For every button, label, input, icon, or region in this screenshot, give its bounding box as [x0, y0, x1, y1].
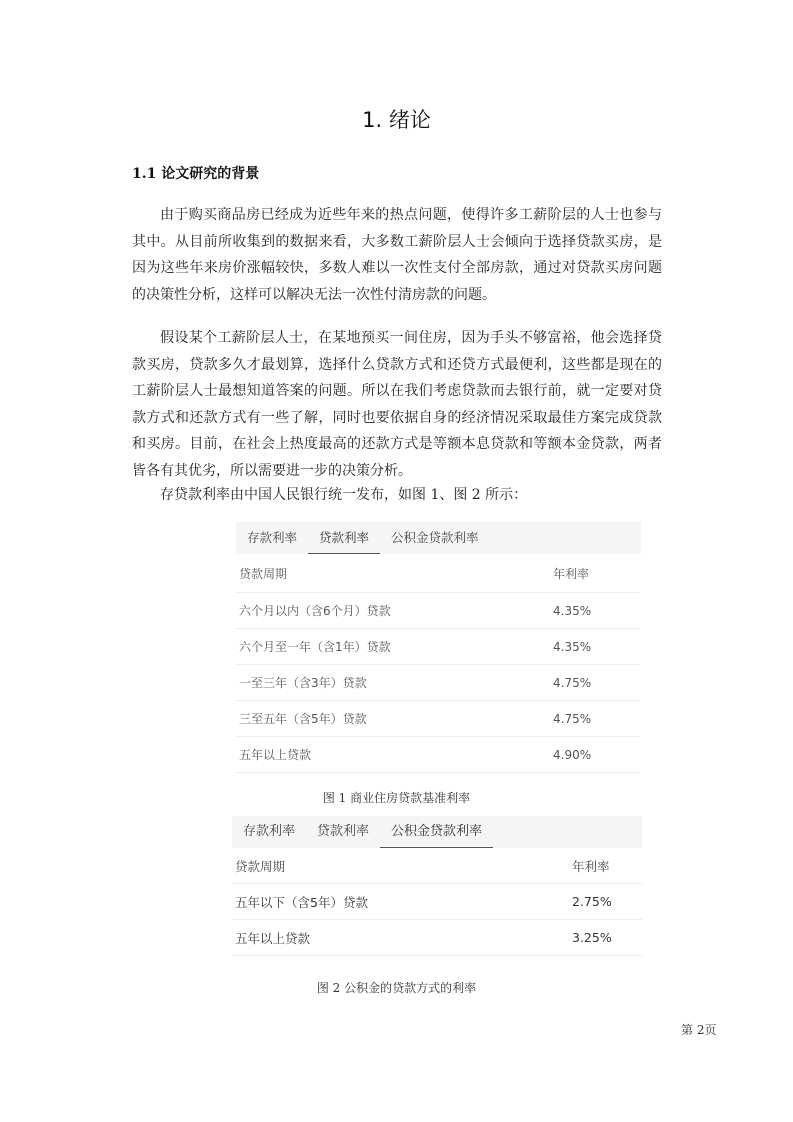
header-annual-rate: 年利率	[550, 554, 641, 593]
annual-rate-cell: 2.75%	[569, 884, 642, 920]
annual-rate-cell: 4.75%	[550, 701, 641, 737]
table-header-row	[236, 554, 641, 593]
figure-2-tab-bar	[232, 816, 642, 848]
annual-rate-cell: 4.75%	[550, 665, 641, 701]
paragraph-3: 存贷款利率由中国人民银行统一发布，如图 1、图 2 所示：	[160, 487, 528, 503]
tab-loan-rate[interactable]: 贷款利率	[308, 522, 380, 554]
loan-period-cell: 五年以上贷款	[236, 737, 550, 773]
header-annual-rate: 年利率	[569, 848, 642, 884]
figure-2-rate-table	[232, 848, 642, 956]
table-row	[236, 665, 641, 701]
tab-provident-fund-rate[interactable]: 公积金贷款利率	[380, 816, 493, 848]
header-loan-period: 贷款周期	[232, 848, 569, 884]
loan-period-cell: 五年以下（含5年）贷款	[232, 884, 569, 920]
figure-1-rate-table	[236, 554, 641, 773]
figure-2-caption: 图 2 公积金的贷款方式的利率	[316, 981, 477, 995]
figure-1-rate-panel	[236, 522, 641, 773]
loan-period-cell: 三至五年（含5年）贷款	[236, 701, 550, 737]
table-row	[232, 884, 642, 920]
paragraph-1: 由于购买商品房已经成为近些年来的热点问题，使得许多工薪阶层的人士也参与其中。从目前所收集到的数据来看，大多数工薪阶层人士会倾向于选择贷款买房，是因为这些年来房价涨幅较快，多数人难以一次性支付全部房款，通过对贷款买房问题的决策性分析，这样可以解决无法一次性付清房款的问题。	[132, 207, 662, 303]
annual-rate-cell: 3.25%	[569, 920, 642, 956]
table-row	[236, 629, 641, 665]
section-heading: 1.1 论文研究的背景	[132, 166, 260, 182]
tab-deposit-rate[interactable]: 存款利率	[247, 530, 298, 545]
loan-period-cell: 六个月至一年（含1年）贷款	[236, 629, 550, 665]
paragraph-2: 假设某个工薪阶层人士，在某地预买一间住房，因为手头不够富裕，他会选择贷款买房，贷款多久才最划算，选择什么贷款方式和还贷方式最便利，这些都是现在的工薪阶层人士最想知道答案的问题。所以在我们考虑贷款而去银行前，就一定要对贷款方式和还款方式有一些了解，同时也要依据自身的经济情况采取最佳方案完成贷款和买房。目前，在社会上热度最高的还款方式是等额本息贷款和等额本金贷款，两者皆各有其优劣，所以需要进一步的决策分析。	[132, 330, 662, 479]
figure-1-tab-bar	[236, 522, 641, 554]
table-row	[236, 701, 641, 737]
tab-provident-fund-rate[interactable]: 公积金贷款利率	[391, 530, 479, 545]
header-loan-period: 贷款周期	[236, 554, 550, 593]
table-header-row	[232, 848, 642, 884]
tab-loan-rate[interactable]: 贷款利率	[317, 824, 370, 839]
figure-1-caption: 图 1 商业住房贷款基准利率	[322, 791, 471, 805]
table-row	[232, 920, 642, 956]
loan-period-cell: 六个月以内（含6个月）贷款	[236, 593, 550, 629]
table-row	[236, 593, 641, 629]
table-row	[236, 737, 641, 773]
figure-2-rate-panel	[232, 816, 642, 956]
loan-period-cell: 五年以上贷款	[232, 920, 569, 956]
chapter-title: 1. 绪论	[362, 108, 431, 132]
annual-rate-cell: 4.35%	[550, 593, 641, 629]
annual-rate-cell: 4.90%	[550, 737, 641, 773]
loan-period-cell: 一至三年（含3年）贷款	[236, 665, 550, 701]
page-number: 第 2页	[681, 1023, 717, 1037]
annual-rate-cell: 4.35%	[550, 629, 641, 665]
tab-deposit-rate[interactable]: 存款利率	[243, 824, 296, 839]
